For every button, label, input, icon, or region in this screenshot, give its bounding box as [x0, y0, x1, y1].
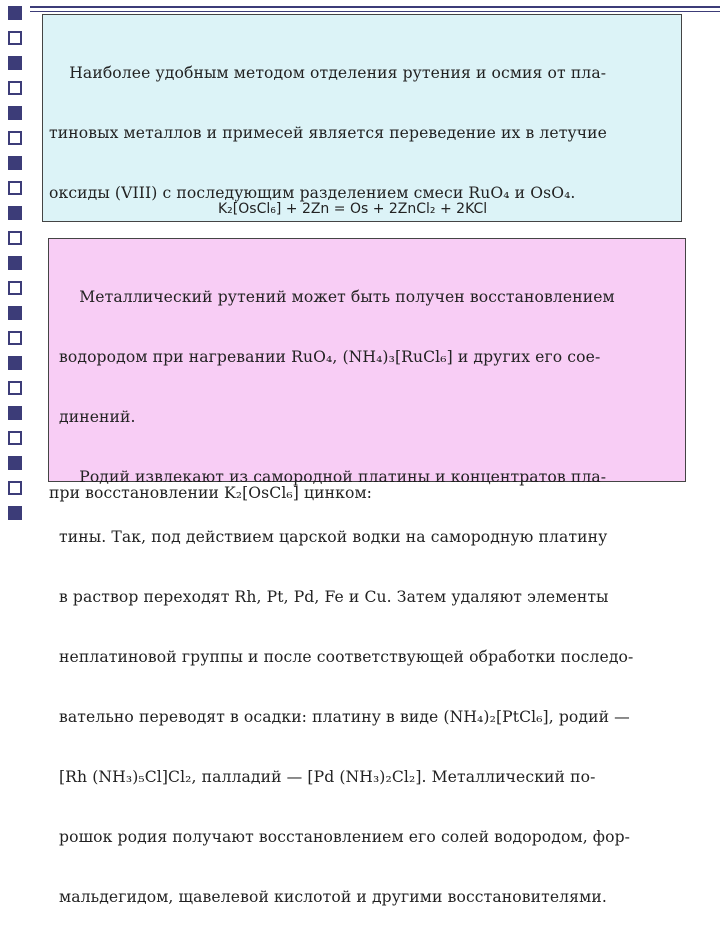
decorative-square [8, 481, 22, 495]
decorative-square [8, 31, 22, 45]
decorative-square [8, 456, 22, 470]
decorative-square [8, 181, 22, 195]
text-line: тины. Так, под действием царской водки на самородную платину [59, 528, 608, 546]
text-line: мальдегидом, щавелевой кислотой и другими восстановителями. [59, 888, 607, 906]
text-line: Наиболее удобным методом отделения рутения и осмия от пла- [49, 64, 607, 82]
decorative-square [8, 206, 22, 220]
text-line: динений. [59, 408, 136, 426]
decorative-square [8, 356, 22, 370]
reaction-equation: K₂[OsCl₆] + 2Zn = Os + 2ZnCl₂ + 2KCl [218, 201, 488, 217]
decorative-square [8, 156, 22, 170]
decorative-square [8, 331, 22, 345]
top-rule [30, 6, 720, 8]
decorative-square [8, 81, 22, 95]
text-line: тиновых металлов и примесей является переведение их в летучие [49, 124, 607, 142]
text-line: оксиды (VIII) с последующим разделением смеси RuO₄ и OsO₄. [49, 184, 576, 202]
decorative-square [8, 6, 22, 20]
decorative-square [8, 281, 22, 295]
decorative-square [8, 431, 22, 445]
decorative-squares [8, 6, 30, 531]
decorative-square [8, 106, 22, 120]
text-line: неплатиновой группы и после соответствующей обработки последо- [59, 648, 634, 666]
decorative-square [8, 406, 22, 420]
decorative-square [8, 131, 22, 145]
decorative-square [8, 506, 22, 520]
text-line: Родий извлекают из самородной платины и концентратов пла- [59, 468, 607, 486]
top-rule-thin [30, 11, 720, 12]
decorative-square [8, 256, 22, 270]
text-line: [Rh (NH₃)₅Cl]Cl₂, палладий — [Pd (NH₃)₂Cl₂]. Металлический по- [59, 768, 596, 786]
ruthenium-rhodium-paragraph [59, 247, 677, 947]
decorative-square [8, 381, 22, 395]
decorative-square [8, 56, 22, 70]
text-line: в раствор переходят Rh, Pt, Pd, Fe и Cu. Затем удаляют элементы [59, 588, 609, 606]
text-line: водородом при нагревании RuO₄, (NH₄)₃[RuCl₆] и других его сое- [59, 348, 601, 366]
decorative-square [8, 231, 22, 245]
text-line: при восстановлении K₂[OsCl₆] цинком: [49, 484, 373, 502]
text-line: Металлический рутений может быть получен восстановлением [59, 288, 615, 306]
text-line: рошок родия получают восстановлением его солей водородом, фор- [59, 828, 631, 846]
decorative-square [8, 306, 22, 320]
text-line: вательно переводят в осадки: платину в виде (NH₄)₂[PtCl₆], родий — [59, 708, 630, 726]
